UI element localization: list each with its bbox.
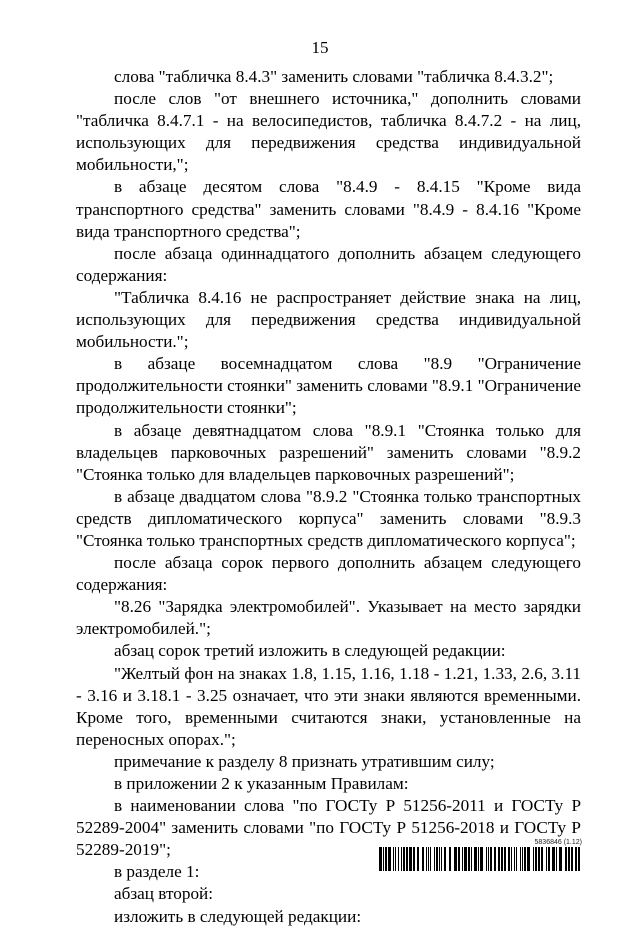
paragraph-14: в приложении 2 к указанным Правилам: xyxy=(114,774,409,793)
barcode-bar xyxy=(565,847,567,871)
barcode-bar xyxy=(520,847,521,871)
barcode-bar xyxy=(488,847,489,871)
paragraph-7: в абзаце девятнадцатом слова "8.9.1 "Стоянка только для владельцев парковочных разрешений" заменить словами "8.9.2 "Стоянка только для владельцев парковочных разрешений"; xyxy=(76,420,581,484)
barcode-bar xyxy=(441,847,442,871)
barcode-icon xyxy=(379,847,582,871)
paragraph-6: в абзаце восемнадцатом слова "8.9 "Ограничение продолжительности стоянки" заменить словами "8.9.1 "Ограничение продолжительности стоянки"; xyxy=(76,354,581,418)
paragraph-10: "8.26 "Зарядка электромобилей". Указывает на место зарядки электромобилей."; xyxy=(76,597,581,639)
barcode-bar xyxy=(571,847,573,871)
barcode-bar xyxy=(462,847,463,871)
barcode-bar xyxy=(474,847,477,871)
page-number: 15 xyxy=(311,38,329,57)
barcode-bar xyxy=(383,847,384,871)
document-body xyxy=(76,66,581,928)
paragraph-8: в абзаце двадцатом слова "8.9.2 "Стоянка только транспортных средств дипломатического корпуса" заменить словами "8.9.3 "Стоянка только транспортных средств дипломатического корпуса"; xyxy=(76,486,581,550)
barcode-bar xyxy=(559,847,562,871)
document-code: 5836846 (1.12) xyxy=(534,839,582,846)
barcode-bar xyxy=(428,847,429,871)
paragraph-9: после абзаца сорок первого дополнить абзацем следующего содержания: xyxy=(76,553,581,595)
barcode-bar xyxy=(406,847,408,871)
barcode-bar xyxy=(434,847,435,871)
barcode-bar xyxy=(398,847,399,871)
paragraph-15: в наименовании слова "по ГОСТу Р 51256-2011 и ГОСТу Р 52289-2004" заменить словами "по ГОСТу Р 51256-2018 и ГОСТу Р 52289-2019"; xyxy=(76,796,581,860)
barcode-bar xyxy=(395,847,396,871)
barcode-bar xyxy=(409,847,412,871)
paragraph-4: после абзаца одиннадцатого дополнить абзацем следующего содержания: xyxy=(76,243,581,285)
barcode-bar xyxy=(522,847,523,871)
paragraph-13: примечание к разделу 8 признать утратившим силу; xyxy=(114,751,495,771)
barcode-bar xyxy=(524,847,526,871)
barcode-bar xyxy=(468,847,470,871)
paragraph-1: слова "табличка 8.4.3" заменить словами "табличка 8.4.3.2"; xyxy=(114,67,554,86)
barcode-bar xyxy=(458,847,460,871)
barcode-bar xyxy=(439,847,440,871)
barcode-bar xyxy=(498,847,500,871)
paragraph-16: в разделе 1: xyxy=(114,862,200,882)
barcode-bar xyxy=(511,847,512,871)
barcode-bar xyxy=(444,847,446,871)
barcode-bar xyxy=(464,847,467,871)
barcode-bar xyxy=(385,847,387,871)
barcode-bar xyxy=(486,847,487,871)
barcode-bar xyxy=(422,847,424,871)
barcode-bar xyxy=(449,847,451,871)
barcode-bar xyxy=(535,847,537,871)
barcode-bar xyxy=(533,847,534,871)
barcode-bar xyxy=(379,847,382,871)
barcode-bar xyxy=(494,847,496,871)
barcode-bar xyxy=(403,847,405,871)
barcode-bar xyxy=(516,847,517,871)
barcode-bar xyxy=(527,847,530,871)
barcode-bar xyxy=(541,847,543,871)
barcode-bar xyxy=(480,847,483,871)
barcode-bar xyxy=(546,847,547,871)
barcode-bar xyxy=(514,847,515,871)
barcode-bar xyxy=(548,847,550,871)
barcode-bar xyxy=(508,847,510,871)
barcode-bar xyxy=(417,847,419,871)
barcode-bar xyxy=(436,847,438,871)
paragraph-5: "Табличка 8.4.16 не распространяет действие знака на лиц, использующих для передвижения средства индивидуальной мобильности."; xyxy=(76,287,581,352)
barcode-bar xyxy=(575,847,577,871)
barcode-bar xyxy=(471,847,472,871)
paragraph-11: абзац сорок третий изложить в следующей редакции: xyxy=(114,641,506,661)
barcode-bar xyxy=(393,847,394,871)
barcode-bar xyxy=(388,847,391,871)
barcode-bar xyxy=(478,847,479,871)
barcode-bar xyxy=(552,847,555,871)
barcode-bar xyxy=(501,847,503,871)
barcode-bar xyxy=(413,847,415,871)
barcode-bar xyxy=(426,847,427,871)
paragraph-2: после слов "от внешнего источника," дополнить словами "табличка 8.4.7.1 - на велосипедистов, табличка 8.4.7.2 - на лиц, использующих для передвижения средства индивидуальной мобильности,"; xyxy=(76,89,581,175)
barcode-bar xyxy=(490,847,492,871)
paragraph-17: абзац второй: xyxy=(114,884,214,904)
barcode-bar xyxy=(430,847,431,871)
paragraph-18: изложить в следующей редакции: xyxy=(114,906,362,926)
paragraph-12: "Желтый фон на знаках 1.8, 1.15, 1.16, 1.18 - 1.21, 1.33, 2.6, 3.11 - 3.16 и 3.18.1 - 3.25 означает, что эти знаки являются временными. Кроме того, временными считаются знаки, установленные на переносных опорах."; xyxy=(76,663,581,749)
barcode-bar xyxy=(401,847,402,871)
barcode-bar xyxy=(504,847,506,871)
paragraph-3: в абзаце десятом слова "8.4.9 - 8.4.15 "Кроме вида транспортного средства" заменить словами "8.4.9 - 8.4.16 "Кроме вида транспортного средства"; xyxy=(76,177,581,241)
barcode-bar xyxy=(556,847,557,871)
barcode-bar xyxy=(578,847,580,871)
barcode-bar xyxy=(568,847,570,871)
barcode-bar xyxy=(538,847,540,871)
barcode-bar xyxy=(454,847,457,871)
